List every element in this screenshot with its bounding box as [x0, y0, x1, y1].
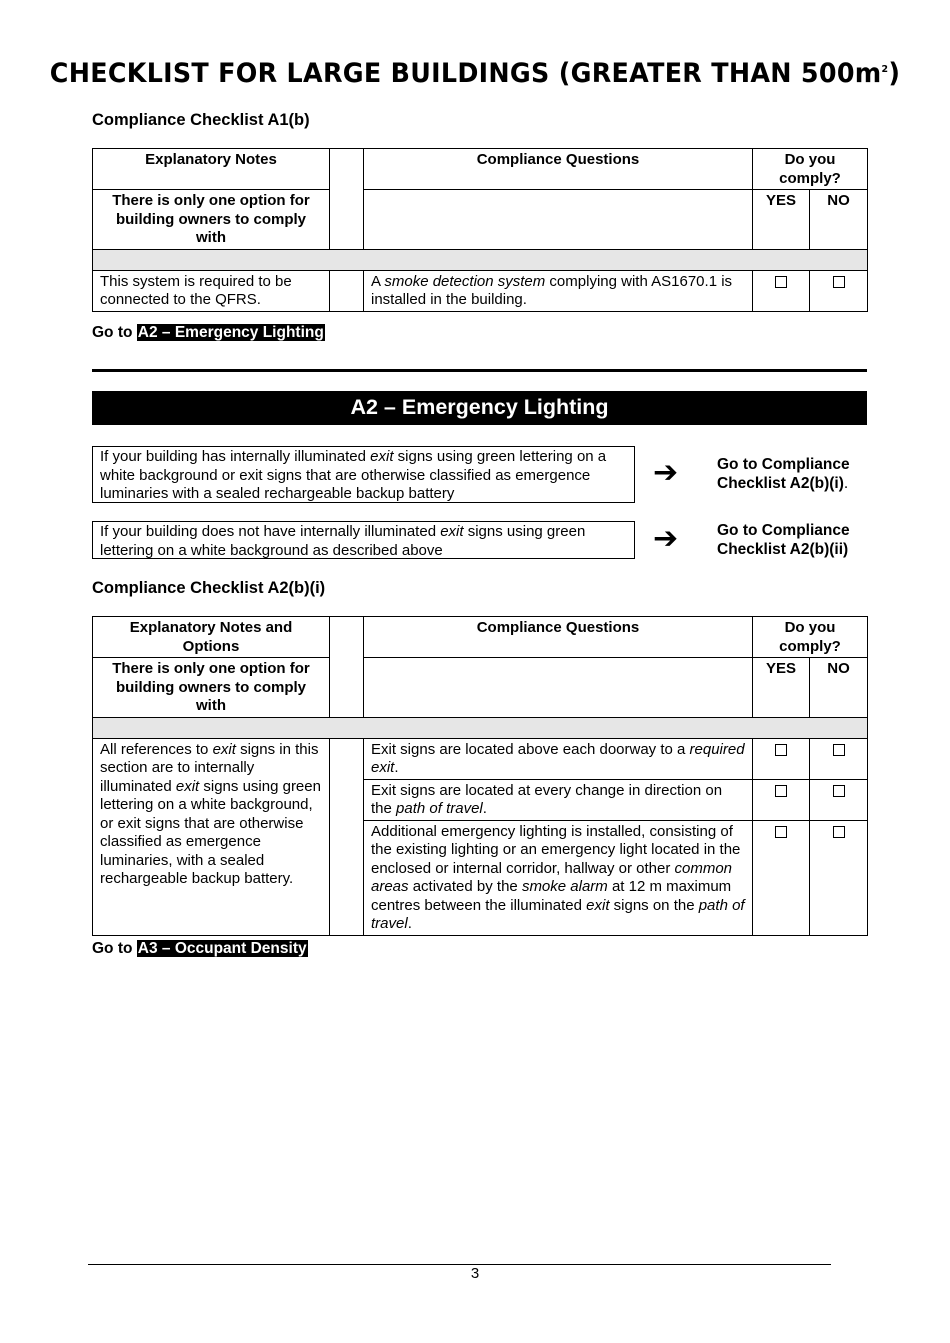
condition-box-1: If your building has internally illuminated exit signs using green lettering on a white background or exit signs that are otherwise classified as emergence luminaries with a sealed rechargeable backup battery [92, 446, 635, 503]
yes-checkbox[interactable] [775, 785, 787, 797]
checklist-a1b-table [92, 148, 868, 312]
checklist-a1b-heading: Compliance Checklist A1(b) [92, 111, 310, 129]
col-compliance-questions: Compliance Questions [364, 149, 753, 190]
no-checkbox[interactable] [833, 276, 845, 288]
goto-a3: Go to A3 – Occupant Density [92, 940, 307, 957]
goto-a2: Go to A2 – Emergency Lighting [92, 324, 324, 341]
shaded-separator [93, 717, 868, 738]
checklist-a2bi-table [92, 616, 868, 936]
goto-checklist-a2bii[interactable]: Go to Compliance Checklist A2(b)(ii) [717, 522, 850, 558]
yes-header: YES [753, 190, 810, 250]
col-do-you-comply: Do you comply? [753, 617, 868, 658]
section-divider [92, 369, 867, 372]
explanatory-note: This system is required to be connected to the QFRS. [93, 270, 330, 311]
goto-a2-link[interactable]: A2 – Emergency Lighting [137, 324, 324, 341]
no-checkbox[interactable] [833, 785, 845, 797]
col-explanatory-notes: Explanatory Notes [93, 149, 330, 190]
arrow-right-icon: ➔ [653, 456, 679, 489]
compliance-question-3: Additional emergency lighting is installed, consisting of the existing lighting or an emergency light located in the enclosed or internal corridor, hallway or other common areas activated by the smoke alarm at 12 m maximum centres between the illuminated exit signs on the path of travel. [364, 820, 753, 935]
compliance-question-2: Exit signs are located at every change in direction on the path of travel. [364, 779, 753, 820]
goto-checklist-a2bi[interactable]: Go to Compliance Checklist A2(b)(i). [717, 456, 850, 492]
col-do-you-comply: Do you comply? [753, 149, 868, 190]
compliance-question-1: Exit signs are located above each doorway to a required exit. [364, 738, 753, 779]
yes-checkbox[interactable] [775, 826, 787, 838]
shaded-separator [93, 249, 868, 270]
col-compliance-questions: Compliance Questions [364, 617, 753, 658]
yes-checkbox[interactable] [775, 744, 787, 756]
checklist-a2bi-heading: Compliance Checklist A2(b)(i) [92, 579, 326, 597]
option-label: There is only one option for building owners to comply with [93, 658, 330, 718]
arrow-right-icon: ➔ [653, 522, 679, 555]
yes-checkbox[interactable] [775, 276, 787, 288]
section-a2-banner: A2 – Emergency Lighting [92, 391, 867, 425]
col-explanatory-notes: Explanatory Notes and Options [93, 617, 330, 658]
no-header: NO [810, 190, 868, 250]
page-number: 3 [470, 1265, 480, 1282]
option-label: There is only one option for building owners to comply with [93, 190, 330, 250]
no-checkbox[interactable] [833, 744, 845, 756]
page-title: CHECKLIST FOR LARGE BUILDINGS (GREATER THAN $500m^2$) [49, 58, 901, 89]
no-checkbox[interactable] [833, 826, 845, 838]
compliance-question: A smoke detection system complying with AS1670.1 is installed in the building. [364, 270, 753, 311]
condition-box-2: If your building does not have internally illuminated exit signs using green lettering on a white background as described above [92, 521, 635, 559]
explanatory-note: All references to exit signs in this section are to internally illuminated exit signs using green lettering on a white background, or exit signs that are otherwise classified as emergence luminaries, with a sealed rechargeable backup battery. [93, 738, 330, 935]
yes-header: YES [753, 658, 810, 718]
goto-a3-link[interactable]: A3 – Occupant Density [137, 940, 307, 957]
no-header: NO [810, 658, 868, 718]
